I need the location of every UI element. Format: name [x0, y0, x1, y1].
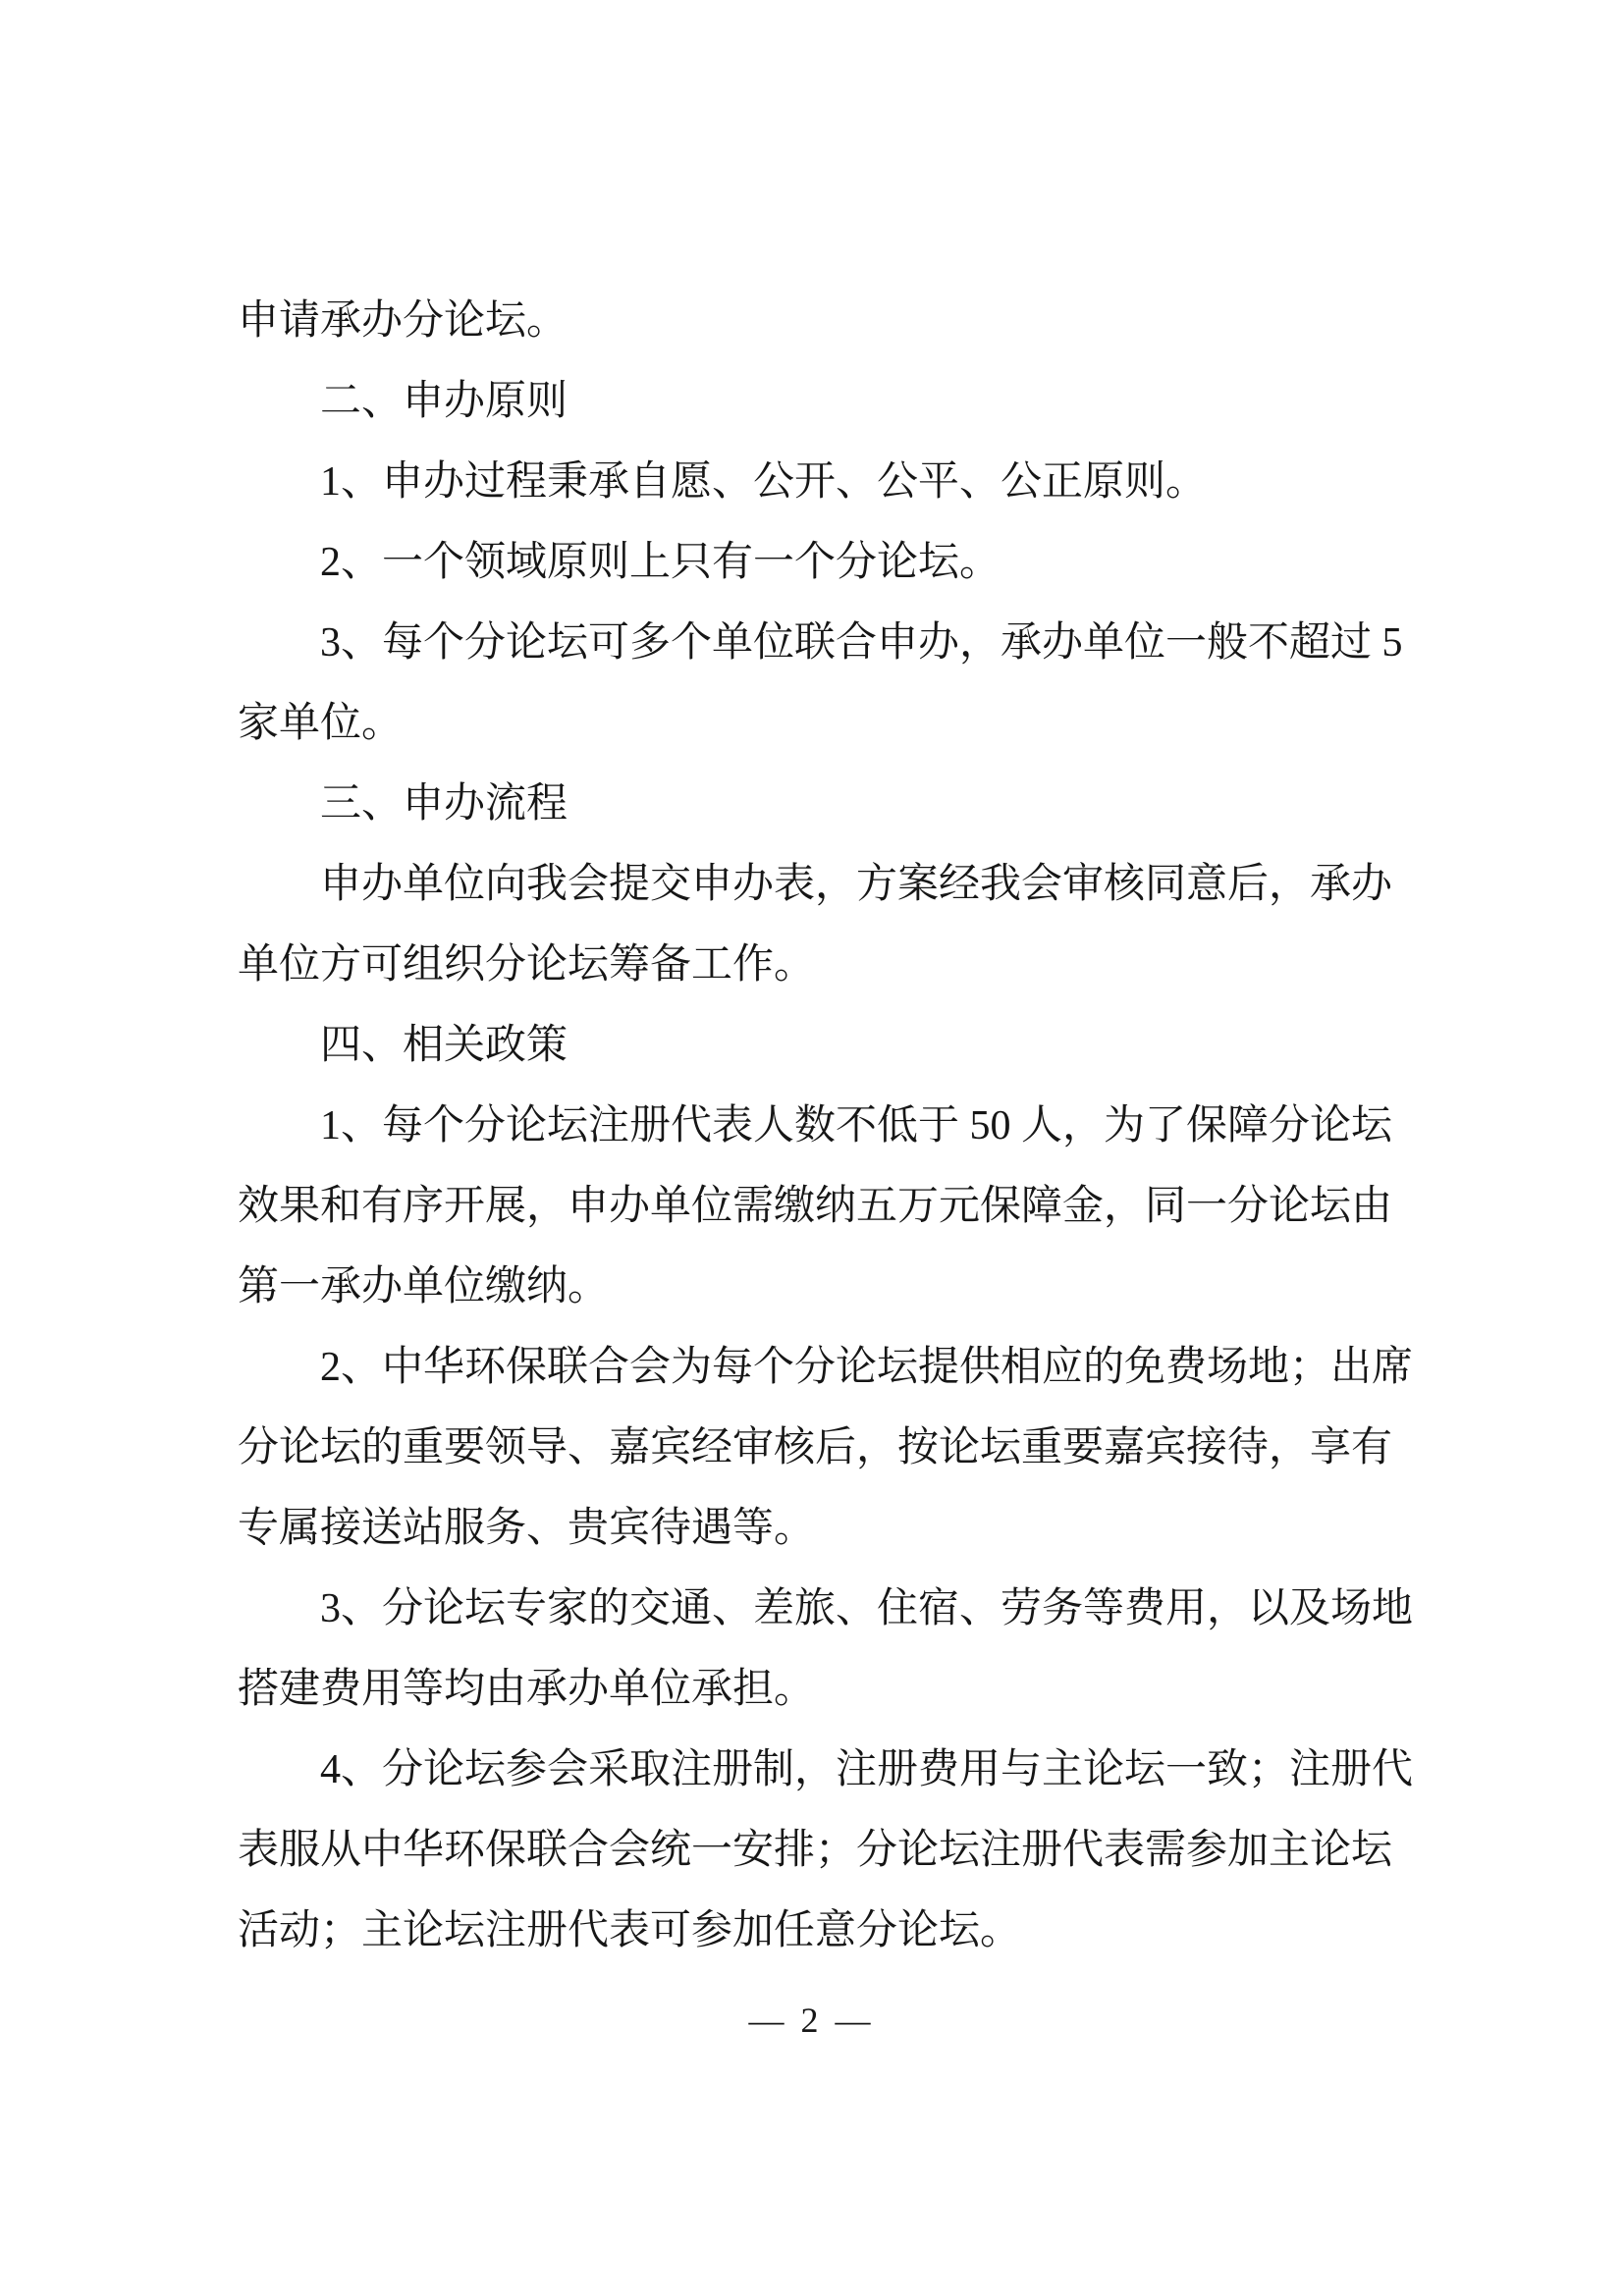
text-line: 效果和有序开展，申办单位需缴纳五万元保障金，同一分论坛由	[238, 1184, 1393, 1229]
text-line: 专属接送站服务、贵宾待遇等。	[238, 1506, 816, 1551]
text-line: 单位方可组织分论坛筹备工作。	[238, 942, 816, 988]
text-line: 1、每个分论坛注册代表人数不低于 50 人，为了保障分论坛	[320, 1103, 1393, 1148]
text-line: 申办单位向我会提交申办表，方案经我会审核同意后，承办	[320, 862, 1393, 907]
text-line: 第一承办单位缴纳。	[238, 1264, 610, 1309]
text-line: 4、分论坛参会采取注册制，注册费用与主论坛一致；注册代	[320, 1747, 1414, 1792]
text-line: 表服从中华环保联合会统一安排；分论坛注册代表需参加主论坛	[238, 1828, 1393, 1873]
text-line: 2、中华环保联合会为每个分论坛提供相应的免费场地；出席	[320, 1345, 1414, 1390]
section-heading: 四、相关政策	[320, 1023, 568, 1068]
section-heading: 二、申办原则	[320, 379, 568, 424]
text-line: 家单位。	[238, 701, 404, 746]
text-line: 申请承办分论坛。	[238, 298, 568, 344]
document-body	[238, 281, 1414, 1971]
text-line: 分论坛的重要领导、嘉宾经审核后，按论坛重要嘉宾接待，享有	[238, 1425, 1393, 1470]
text-line: 1、申办过程秉承自愿、公开、公平、公正原则。	[320, 459, 1208, 505]
text-line: 3、分论坛专家的交通、差旅、住宿、劳务等费用，以及场地	[320, 1586, 1414, 1631]
text-line: 搭建费用等均由承办单位承担。	[238, 1667, 816, 1712]
text-line: 3、每个分论坛可多个单位联合申办，承办单位一般不超过 5	[320, 620, 1403, 666]
text-line: 2、一个领域原则上只有一个分论坛。	[320, 540, 1001, 585]
section-heading: 三、申办流程	[320, 781, 568, 827]
page-number: — 2 —	[748, 2001, 875, 2040]
text-line: 活动；主论坛注册代表可参加任意分论坛。	[238, 1908, 1022, 1953]
